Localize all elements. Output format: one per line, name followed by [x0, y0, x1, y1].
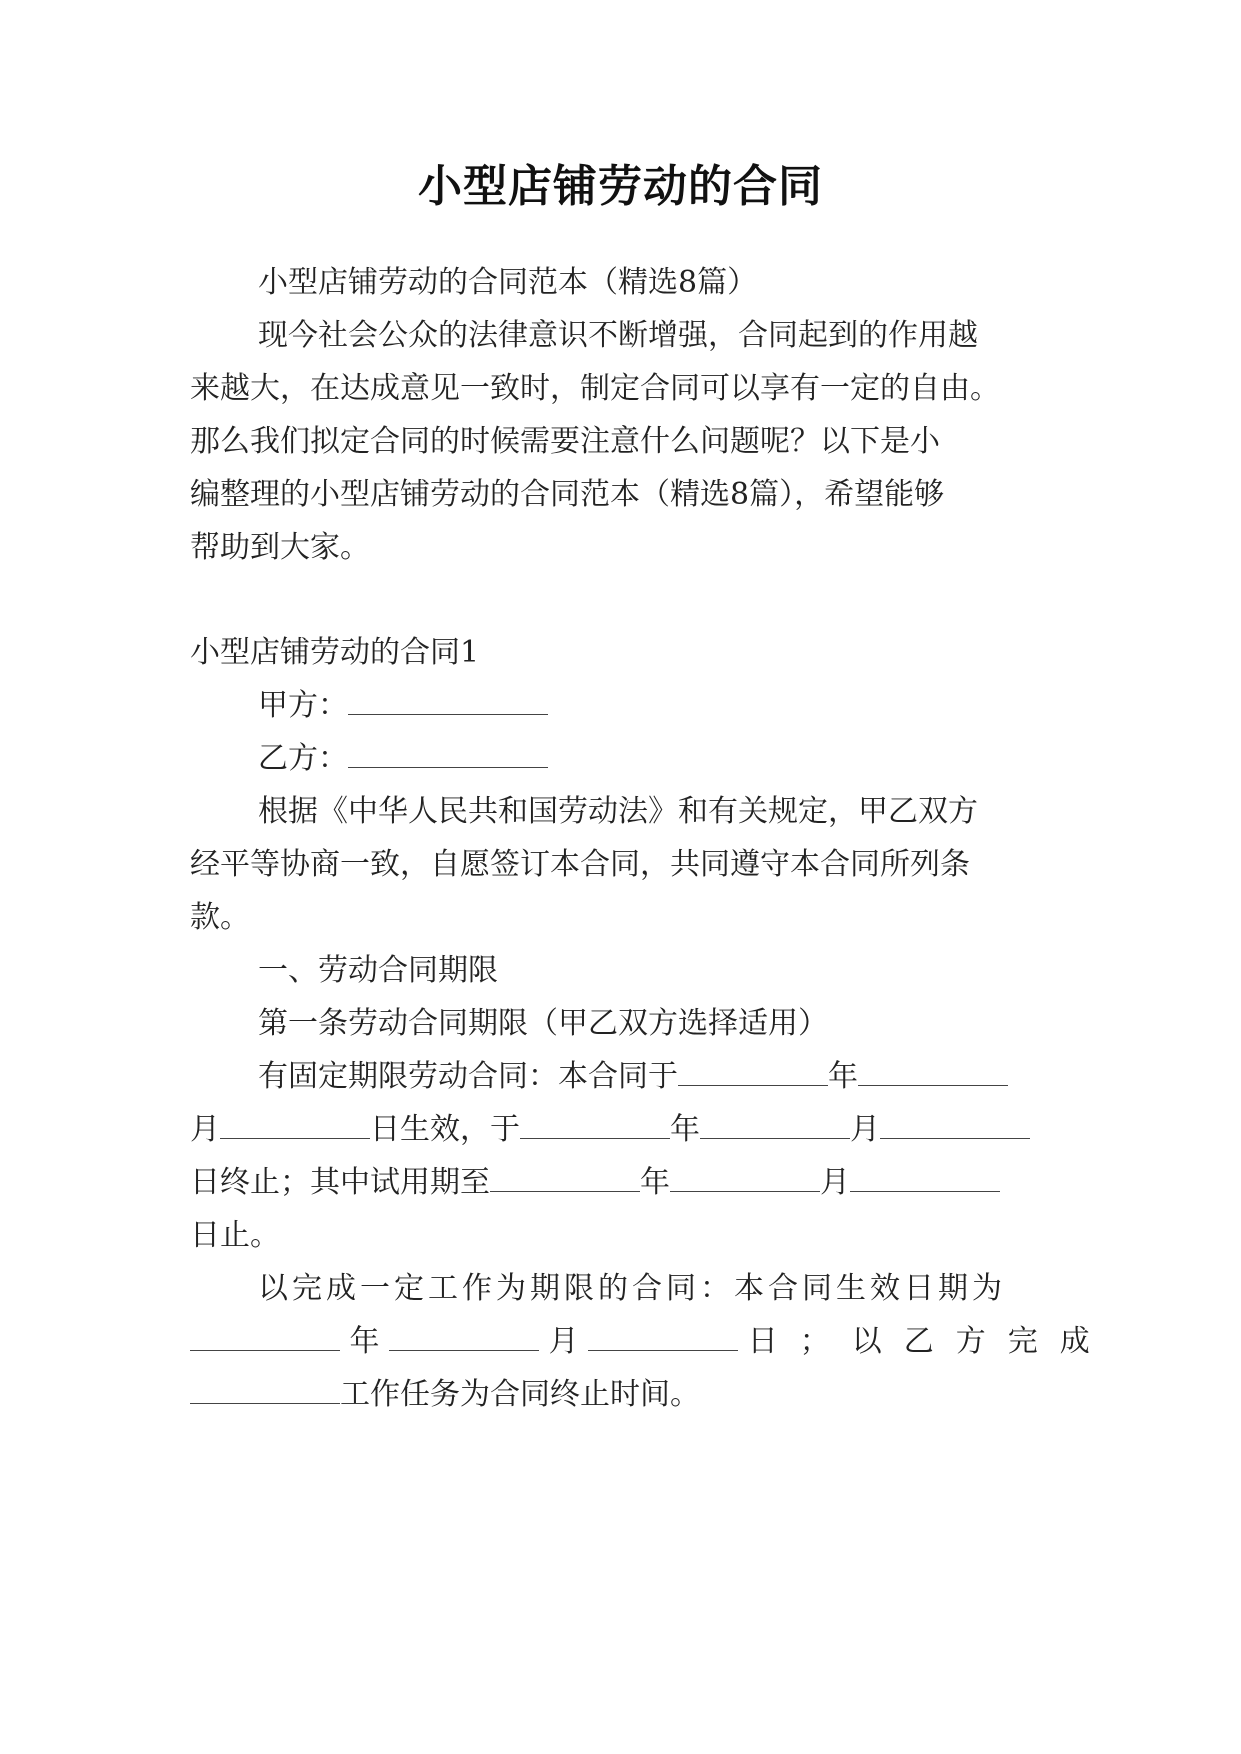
intro-line-2: 来越大，在达成意见一致时，制定合同可以享有一定的自由。	[190, 371, 1000, 406]
fixed-term-line-4: 日止。	[190, 1218, 280, 1253]
task-work-blank	[190, 1377, 340, 1404]
month-label: 月	[850, 1112, 880, 1147]
basis-line-2: 经平等协商一致，自愿签订本合同，共同遵守本合同所列条	[190, 847, 970, 882]
end-year-blank	[520, 1112, 670, 1139]
intro-line-4: 编整理的小型店铺劳动的合同范本（精选8篇），希望能够	[190, 477, 945, 512]
section-heading: 小型店铺劳动的合同1	[190, 635, 480, 670]
intro-line-3: 那么我们拟定合同的时候需要注意什么问题呢？以下是小	[190, 424, 940, 459]
fixed-term-line-1	[190, 1057, 1120, 1097]
task-year-blank	[190, 1324, 340, 1351]
month-label: 月	[820, 1165, 850, 1200]
document-title: 小型店铺劳动的合同	[418, 161, 823, 212]
party-b-line	[190, 739, 1120, 779]
basis-line-3: 款。	[190, 900, 250, 935]
probation-month-blank	[670, 1165, 820, 1192]
task-day-complete-text: 日；以乙方完成	[747, 1324, 1112, 1359]
year-label: 年	[670, 1112, 700, 1147]
end-day-blank	[880, 1112, 1030, 1139]
article-1-heading: 第一条劳动合同期限（甲乙双方选择适用）	[258, 1006, 828, 1041]
task-month-blank	[389, 1324, 539, 1351]
fixed-term-intro: 有固定期限劳动合同：本合同于	[258, 1059, 678, 1094]
probation-day-blank	[850, 1165, 1000, 1192]
effective-text: 日生效，于	[370, 1112, 520, 1147]
intro-line-5: 帮助到大家。	[190, 530, 370, 565]
year-label: 年	[640, 1165, 670, 1200]
party-a-blank	[348, 688, 548, 715]
party-a-line	[190, 686, 1120, 726]
chapter-1-heading: 一、劳动合同期限	[258, 953, 498, 988]
task-term-line-1: 以完成一定工作为期限的合同：本合同生效日期为	[258, 1271, 1006, 1306]
task-day-blank	[588, 1324, 738, 1351]
probation-year-blank	[490, 1165, 640, 1192]
end-month-blank	[700, 1112, 850, 1139]
year-blank	[678, 1059, 828, 1086]
party-a-label: 甲方：	[258, 688, 348, 723]
task-term-line-2	[190, 1322, 1112, 1362]
month-blank	[858, 1059, 1008, 1086]
basis-line-1: 根据《中华人民共和国劳动法》和有关规定，甲乙双方	[258, 794, 978, 829]
task-term-end-text: 工作任务为合同终止时间。	[340, 1377, 700, 1412]
fixed-term-line-2	[190, 1110, 1052, 1150]
year-label: 年	[828, 1059, 858, 1094]
document-subtitle: 小型店铺劳动的合同范本（精选8篇）	[258, 265, 758, 300]
task-term-line-3	[190, 1375, 1052, 1415]
day-blank	[220, 1112, 370, 1139]
party-b-label: 乙方：	[258, 741, 348, 776]
intro-line-1: 现今社会公众的法律意识不断增强，合同起到的作用越	[258, 318, 978, 353]
party-b-blank	[348, 741, 548, 768]
month-label: 月	[548, 1324, 579, 1359]
year-label: 年	[349, 1324, 380, 1359]
fixed-term-line-3	[190, 1163, 1052, 1203]
end-text: 日终止；其中试用期至	[190, 1165, 490, 1200]
month-label: 月	[190, 1112, 220, 1147]
